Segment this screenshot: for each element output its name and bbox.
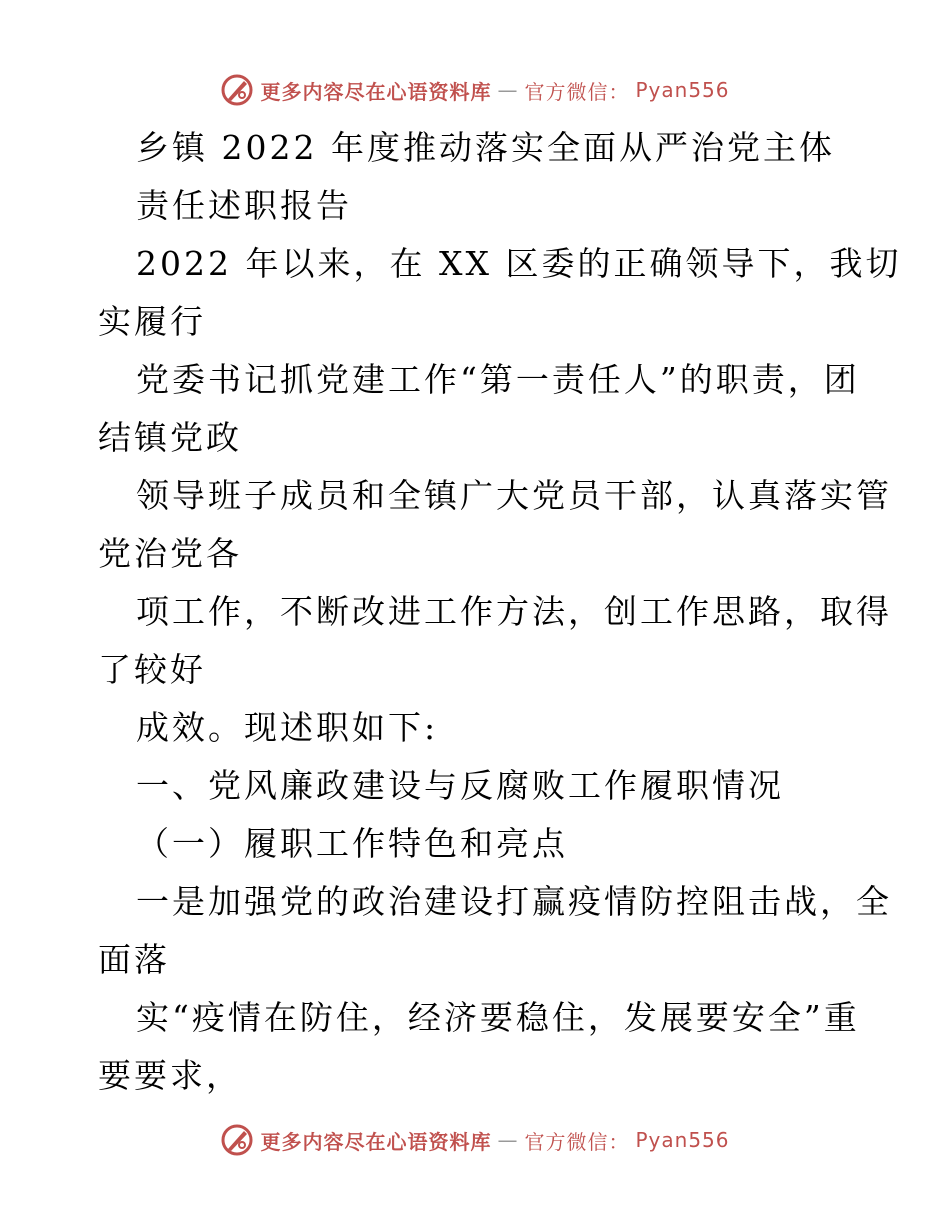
watermark-footer <box>0 1120 950 1160</box>
quill-pen-seal-icon <box>220 1123 254 1157</box>
paragraph-line: 要要求， <box>98 1056 242 1095</box>
document-title-line-2: 责任述职报告 <box>136 186 352 225</box>
paragraph-line: 2022 年以来，在 XX 区委的正确领导下，我切 <box>136 244 902 283</box>
quill-pen-seal-icon <box>220 73 254 107</box>
watermark-header <box>0 70 950 110</box>
watermark-dash: — <box>497 78 519 102</box>
document-title-line-1: 乡镇 2022 年度推动落实全面从严治党主体 <box>136 128 835 167</box>
paragraph-line: 项工作，不断改进工作方法，创工作思路，取得 <box>136 592 892 631</box>
paragraph-line: 结镇党政 <box>98 418 242 457</box>
watermark-contact-id: Pyan556 <box>635 78 730 102</box>
watermark-main-text: 更多内容尽在心语资料库 <box>260 79 492 104</box>
paragraph-line: 了较好 <box>98 650 206 689</box>
watermark-dash: — <box>497 1128 519 1152</box>
paragraph-line: 党委书记抓党建工作“第一责任人”的职责，团 <box>136 360 860 399</box>
watermark-contact-label: 官方微信： <box>524 79 630 104</box>
subsection-heading: （一）履职工作特色和亮点 <box>136 824 568 863</box>
watermark-main-text: 更多内容尽在心语资料库 <box>260 1129 492 1154</box>
section-heading: 一、党风廉政建设与反腐败工作履职情况 <box>136 766 784 805</box>
paragraph-line: 实履行 <box>98 302 206 341</box>
paragraph-line: 成效。现述职如下: <box>136 708 439 747</box>
paragraph-line: 领导班子成员和全镇广大党员干部，认真落实管 <box>136 476 892 515</box>
paragraph-line: 实“疫情在防住，经济要稳住，发展要安全”重 <box>136 998 860 1037</box>
paragraph-line: 党治党各 <box>98 534 242 573</box>
watermark-contact-label: 官方微信： <box>524 1129 630 1154</box>
paragraph-line: 一是加强党的政治建设打赢疫情防控阻击战，全 <box>136 882 892 921</box>
paragraph-line: 面落 <box>98 940 170 979</box>
watermark-contact-id: Pyan556 <box>635 1128 730 1152</box>
